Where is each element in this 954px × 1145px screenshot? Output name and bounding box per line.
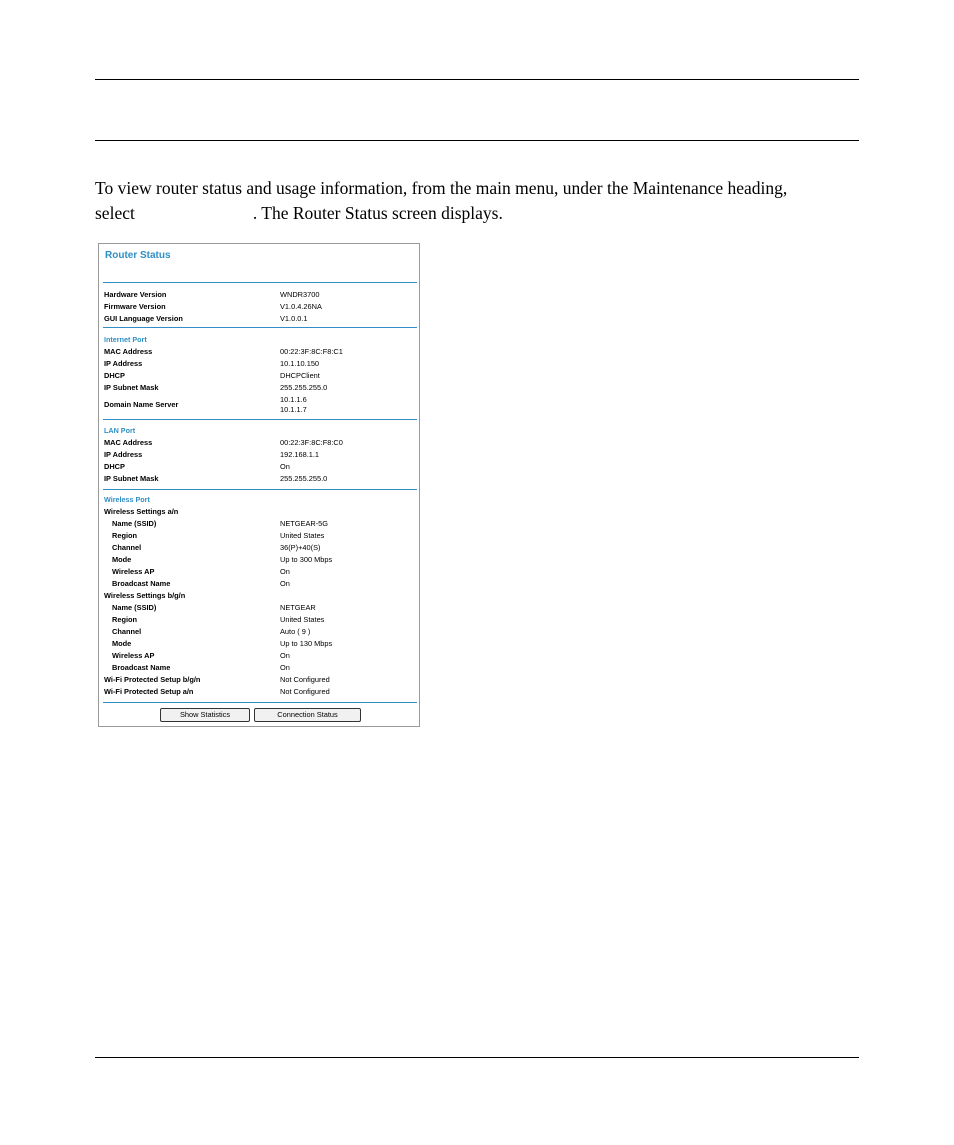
internet-row-ip-address	[104, 358, 416, 370]
row-label: Channel	[112, 543, 142, 552]
section-divider	[103, 419, 417, 420]
row-value-secondary: 10.1.1.7	[280, 405, 307, 414]
footer-rule	[95, 1057, 859, 1058]
internet-port-heading: Internet Port	[104, 335, 147, 344]
row-value: NETGEAR-5G	[280, 519, 329, 528]
internet-row-dhcp	[104, 370, 416, 382]
row-label: Name (SSID)	[112, 603, 157, 612]
row-value: Auto ( 9 )	[280, 627, 311, 636]
router-status-panel	[98, 243, 420, 727]
row-label: Broadcast Name	[112, 663, 171, 672]
row-label: Wireless AP	[112, 567, 155, 576]
row-value: 10.1.1.6	[280, 395, 307, 404]
row-label: IP Subnet Mask	[104, 383, 159, 392]
row-value: 00:22:3F:8C:F8:C1	[280, 347, 343, 356]
wireless-an-row-mode	[104, 554, 416, 566]
internet-row-mac-address	[104, 346, 416, 358]
row-value: V1.0.4.26NA	[280, 302, 322, 311]
row-value: On	[280, 651, 290, 660]
row-value: 00:22:3F:8C:F8:C0	[280, 438, 343, 447]
row-label: Domain Name Server	[104, 400, 179, 409]
connection-status-button[interactable]: Connection Status	[254, 708, 361, 722]
row-label: MAC Address	[104, 347, 153, 356]
lan-row-dhcp	[104, 461, 416, 473]
row-label: Channel	[112, 627, 142, 636]
row-value: Not Configured	[280, 687, 330, 696]
wireless-bgn-row-wireless-ap	[104, 650, 416, 662]
row-label: Region	[112, 531, 138, 540]
section-divider	[103, 702, 417, 703]
info-row-gui-language-version	[104, 313, 416, 325]
internet-row-domain-name-server	[104, 394, 416, 416]
header-rule-bottom	[95, 140, 859, 141]
row-value: On	[280, 579, 290, 588]
intro-line-2-suffix: . The Router Status screen displays.	[252, 203, 503, 223]
show-statistics-button[interactable]: Show Statistics	[160, 708, 250, 722]
lan-port-heading: LAN Port	[104, 426, 136, 435]
section-divider	[103, 327, 417, 328]
row-label: Broadcast Name	[112, 579, 171, 588]
wireless-bgn-heading-row	[104, 590, 416, 602]
panel-title: Router Status	[105, 250, 171, 261]
row-value: On	[280, 567, 290, 576]
wireless-an-row-ssid	[104, 518, 416, 530]
row-value: Up to 300 Mbps	[280, 555, 333, 564]
row-value: On	[280, 663, 290, 672]
wireless-an-row-region	[104, 530, 416, 542]
row-value: 36(P)+40(S)	[280, 543, 321, 552]
lan-row-mac-address	[104, 437, 416, 449]
row-label: GUI Language Version	[104, 314, 183, 323]
row-value: 255.255.255.0	[280, 474, 328, 483]
row-label: Name (SSID)	[112, 519, 157, 528]
row-label: DHCP	[104, 371, 125, 380]
row-label: Mode	[112, 555, 132, 564]
row-value: WNDR3700	[280, 290, 320, 299]
row-value: DHCPClient	[280, 371, 320, 380]
row-value: 255.255.255.0	[280, 383, 328, 392]
wireless-bgn-row-channel	[104, 626, 416, 638]
info-row-hardware-version	[104, 289, 416, 301]
wireless-port-heading: Wireless Port	[104, 495, 150, 504]
header-rule-top	[95, 79, 859, 80]
intro-line-1: To view router status and usage information, from the main menu, under the Maintenance heading,	[95, 178, 788, 198]
row-value: 10.1.10.150	[280, 359, 320, 368]
row-value: On	[280, 462, 290, 471]
wps-row-bgn	[104, 674, 416, 686]
row-label: Mode	[112, 639, 132, 648]
wireless-an-heading-row	[104, 506, 416, 518]
wireless-an-row-channel	[104, 542, 416, 554]
row-label: Hardware Version	[104, 290, 167, 299]
wireless-bgn-row-region	[104, 614, 416, 626]
lan-row-ip-address	[104, 449, 416, 461]
row-label: Firmware Version	[104, 302, 166, 311]
row-label: Wi-Fi Protected Setup a/n	[104, 687, 194, 696]
row-value: NETGEAR	[280, 603, 316, 612]
row-label: Wireless Settings b/g/n	[104, 591, 186, 600]
info-row-firmware-version	[104, 301, 416, 313]
section-divider	[103, 282, 417, 283]
internet-row-ip-subnet-mask	[104, 382, 416, 394]
row-label: IP Address	[104, 450, 143, 459]
row-value: United States	[280, 615, 325, 624]
intro-line-2-prefix: select	[95, 203, 135, 223]
row-value: United States	[280, 531, 325, 540]
section-divider	[103, 489, 417, 490]
row-label: Wireless AP	[112, 651, 155, 660]
row-label: Wi-Fi Protected Setup b/g/n	[104, 675, 201, 684]
row-label: IP Subnet Mask	[104, 474, 159, 483]
wireless-an-row-broadcast-name	[104, 578, 416, 590]
row-value: 192.168.1.1	[280, 450, 320, 459]
wireless-bgn-row-mode	[104, 638, 416, 650]
row-label: IP Address	[104, 359, 143, 368]
wps-row-an	[104, 686, 416, 698]
wireless-an-row-wireless-ap	[104, 566, 416, 578]
lan-row-ip-subnet-mask	[104, 473, 416, 485]
row-value: V1.0.0.1	[280, 314, 308, 323]
row-label: MAC Address	[104, 438, 153, 447]
row-value: Not Configured	[280, 675, 330, 684]
row-label: Wireless Settings a/n	[104, 507, 179, 516]
row-label: Region	[112, 615, 138, 624]
wireless-bgn-row-broadcast-name	[104, 662, 416, 674]
wireless-bgn-row-ssid	[104, 602, 416, 614]
intro-paragraph	[95, 176, 865, 226]
row-value: Up to 130 Mbps	[280, 639, 333, 648]
row-label: DHCP	[104, 462, 125, 471]
